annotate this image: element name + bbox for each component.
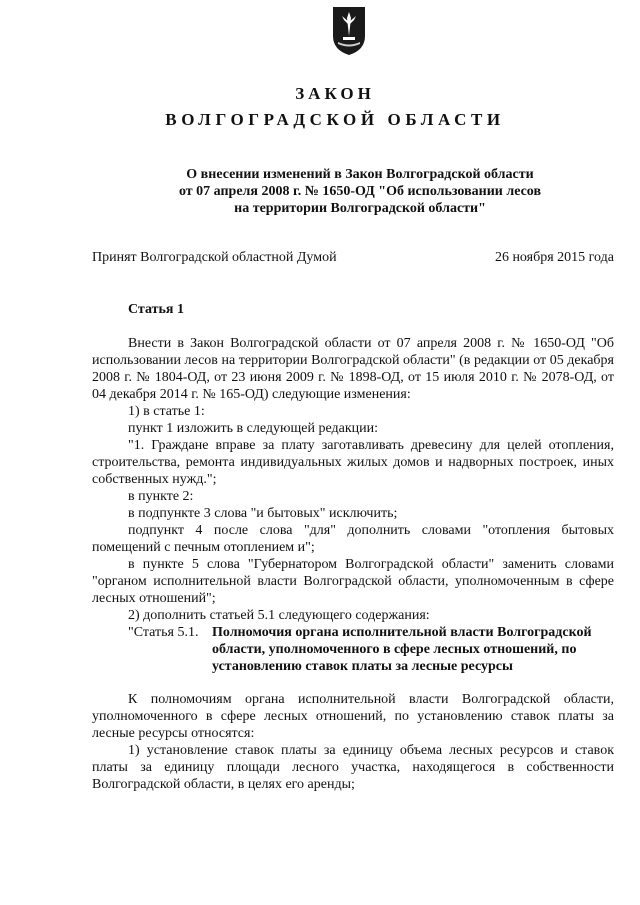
- subtitle-line: на территории Волгоградской области": [234, 201, 486, 216]
- subtitle-line: от 07 апреля 2008 г. № 1650-ОД "Об использовании лесов: [178, 184, 542, 199]
- law-subtitle: [140, 166, 580, 217]
- law-region-title: ВОЛГОГРАДСКОЙ ОБЛАСТИ: [165, 110, 505, 129]
- paragraph-point-2: в пункте 2:: [128, 489, 194, 504]
- volgograd-coat-of-arms-icon: [331, 6, 367, 56]
- article-body: [92, 335, 614, 793]
- adoption-line: [92, 250, 614, 266]
- paragraph-intro: Внести в Закон Волгоградской области от 07 апреля 2008 г. № 1650-ОД "Об использовании лесов на территории Волгоградской области" (в редакции от 05 декабря 2008 г. № 1804-ОД, от 23 июня 2009 г. № 1898-ОД, от 15 июля 2010 г. № 2078-ОД, от 04 декабря 2014 г. № 165-ОД) следующие изменения:: [92, 336, 614, 402]
- paragraph-powers: К полномочиям органа исполнительной власти Волгоградской области, уполномоченного в сфере лесных отношений, по установлению ставок платы за лесные ресурсы относятся:: [92, 692, 614, 741]
- paragraph-subpoint-4: подпункт 4 после слова "для" дополнить словами "отопления бытовых помещений с печным отоплением и";: [92, 523, 614, 555]
- law-title: ЗАКОН: [295, 84, 375, 103]
- paragraph-item-1: 1) в статье 1:: [128, 404, 205, 419]
- spacer: [92, 675, 614, 691]
- article-5-1-title: Полномочия органа исполнительной власти Волгоградской области, уполномоченного в сфере лесных отношений, по установлению ставок платы за лесные ресурсы: [212, 625, 592, 674]
- paragraph-quote-1: "1. Граждане вправе за плату заготавливать древесину для целей отопления, строительства, ремонта индивидуальных жилых домов и надворных построек, иных собственных нужд.";: [92, 438, 614, 487]
- adopted-date: 26 ноября 2015 года: [494, 250, 614, 265]
- article-5-1-heading: [92, 624, 614, 675]
- article-title: Статья 1: [128, 302, 184, 317]
- article-5-1-label: "Статья 5.1.: [128, 625, 199, 640]
- adopted-by: Принят Волгоградской областной Думой: [92, 250, 337, 265]
- paragraph-item-2: 2) дополнить статьей 5.1 следующего содержания:: [128, 608, 430, 623]
- paragraph-power-1: 1) установление ставок платы за единицу объема лесных ресурсов и ставок платы за единицу площади лесного участка, находящегося в собственности Волгоградской области, в целях его аренды;: [92, 743, 614, 792]
- subtitle-line: О внесении изменений в Закон Волгоградской области: [186, 167, 534, 182]
- paragraph-subpoint-3: в подпункте 3 слова "и бытовых" исключить;: [128, 506, 398, 521]
- paragraph-point-1: пункт 1 изложить в следующей редакции:: [128, 421, 378, 436]
- paragraph-point-5: в пункте 5 слова "Губернатором Волгоградской области" заменить словами "органом исполнительной власти Волгоградской области, уполномоченным в сфере лесных отношений";: [92, 557, 614, 606]
